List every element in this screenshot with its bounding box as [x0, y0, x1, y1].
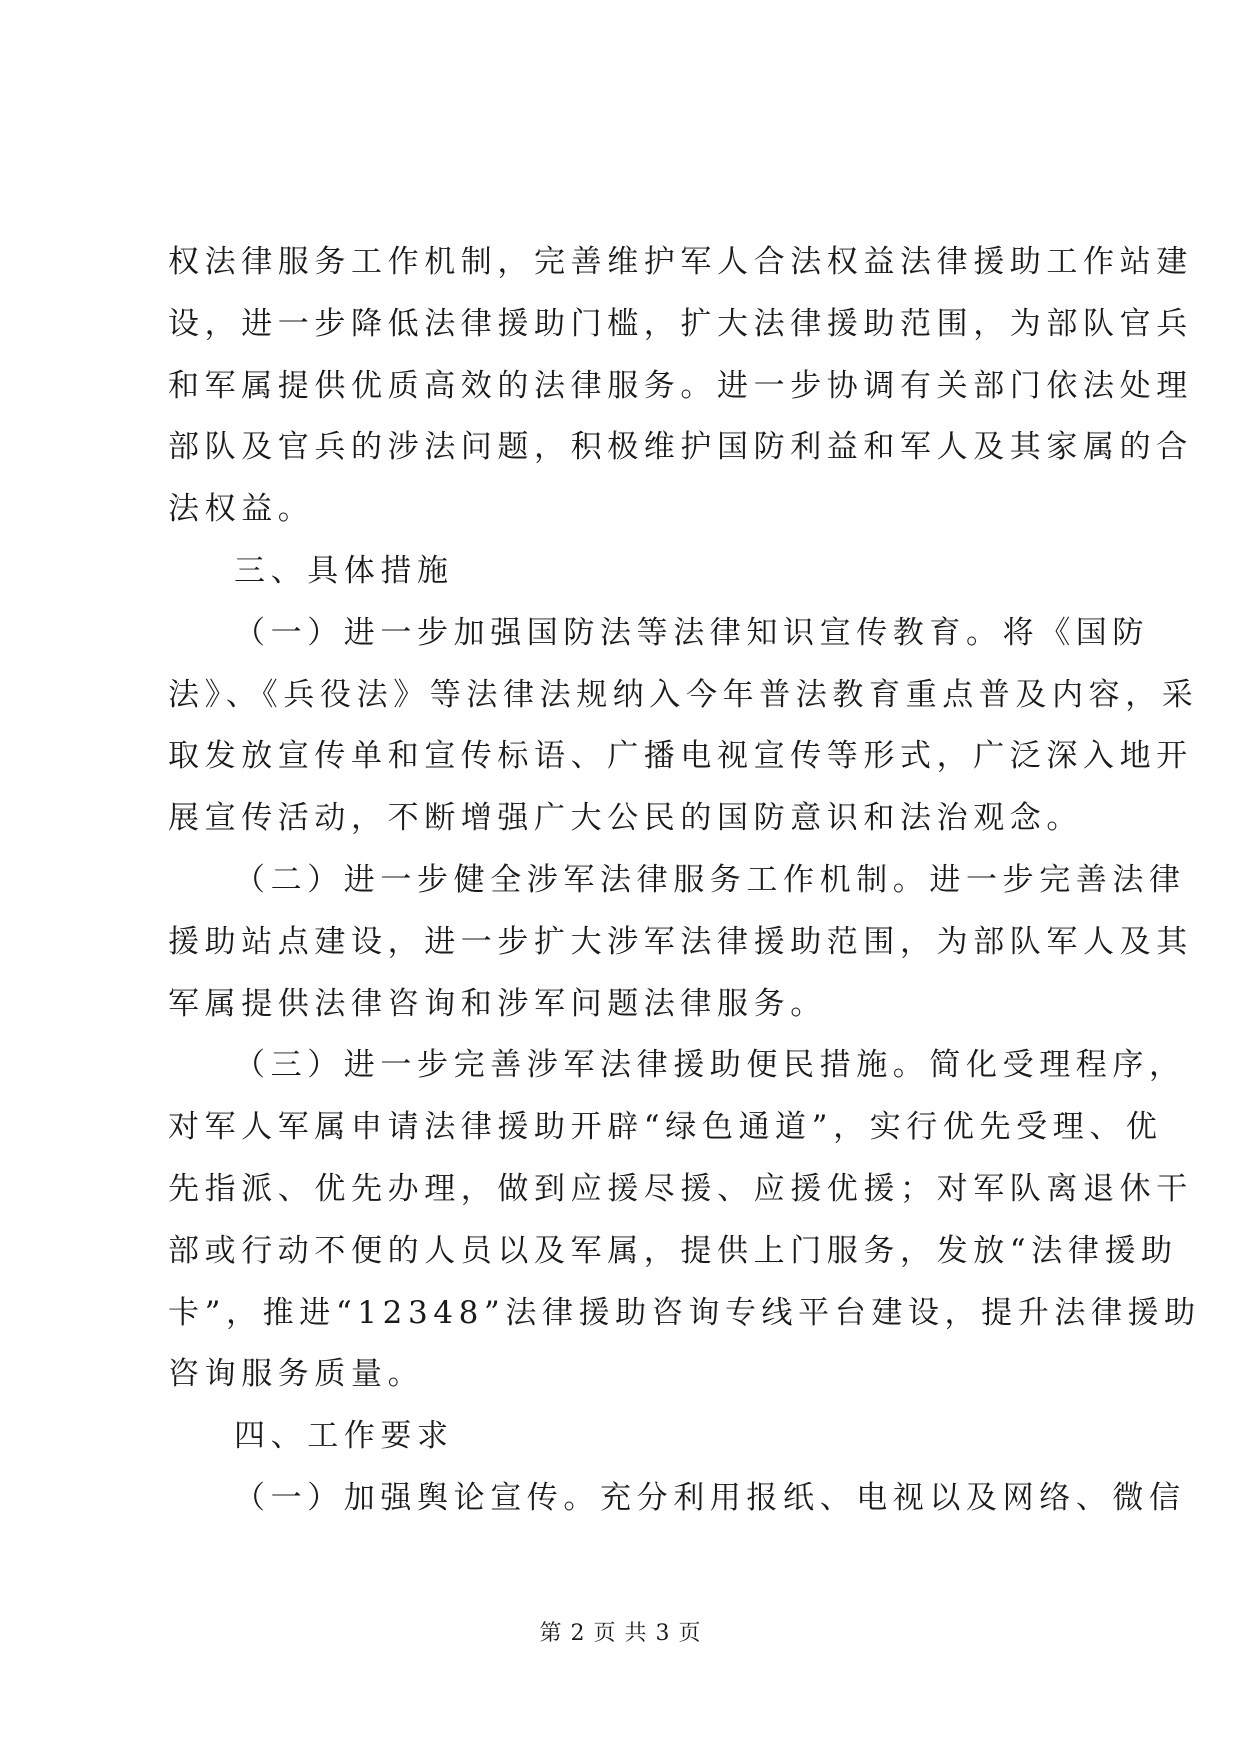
paragraph-start: （一）进一步加强国防法等法律知识宣传教育。将《国防 — [234, 614, 1149, 651]
text-line: 部或行动不便的人员以及军属，提供上门服务，发放“法律援助 — [168, 1232, 1178, 1269]
text-line: 法权益。 — [168, 491, 315, 528]
text-line: 咨询服务质量。 — [168, 1356, 425, 1393]
text-line: 取发放宣传单和宣传标语、广播电视宣传等形式，广泛深入地开 — [168, 738, 1193, 775]
text-line: 展宣传活动，不断增强广大公民的国防意识和法治观念。 — [168, 800, 1083, 837]
text-line: 设，进一步降低法律援助门槛，扩大法律援助范围，为部队官兵 — [168, 305, 1193, 342]
body-text — [168, 232, 1201, 1530]
text-line: 对军人军属申请法律援助开辟“绿色通道”，实行优先受理、优 — [168, 1109, 1163, 1146]
page-footer: 第 2 页 共 3 页 — [539, 1621, 702, 1646]
text-line: 先指派、优先办理，做到应援尽援、应援优援；对军队离退休干 — [168, 1170, 1193, 1207]
text-line: 法》、《兵役法》等法律法规纳入今年普法教育重点普及内容，采 — [168, 676, 1199, 713]
text-line: 军属提供法律咨询和涉军问题法律服务。 — [168, 985, 827, 1022]
section-heading: 三、具体措施 — [234, 552, 454, 589]
text-line: 卡”，推进“12348”法律援助咨询专线平台建设，提升法律援助 — [168, 1294, 1201, 1331]
text-line: 部队及官兵的涉法问题，积极维护国防利益和军人及其家属的合 — [168, 429, 1193, 466]
paragraph-start: （二）进一步健全涉军法律服务工作机制。进一步完善法律 — [234, 861, 1186, 898]
paragraph-start: （一）加强舆论宣传。充分利用报纸、电视以及网络、微信 — [234, 1479, 1186, 1516]
section-heading: 四、工作要求 — [234, 1418, 454, 1455]
text-line: 和军属提供优质高效的法律服务。进一步协调有关部门依法处理 — [168, 367, 1193, 404]
text-line: 援助站点建设，进一步扩大涉军法律援助范围，为部队军人及其 — [168, 923, 1193, 960]
paragraph-start: （三）进一步完善涉军法律援助便民措施。简化受理程序， — [234, 1047, 1186, 1084]
text-line: 权法律服务工作机制，完善维护军人合法权益法律援助工作站建 — [168, 244, 1193, 280]
